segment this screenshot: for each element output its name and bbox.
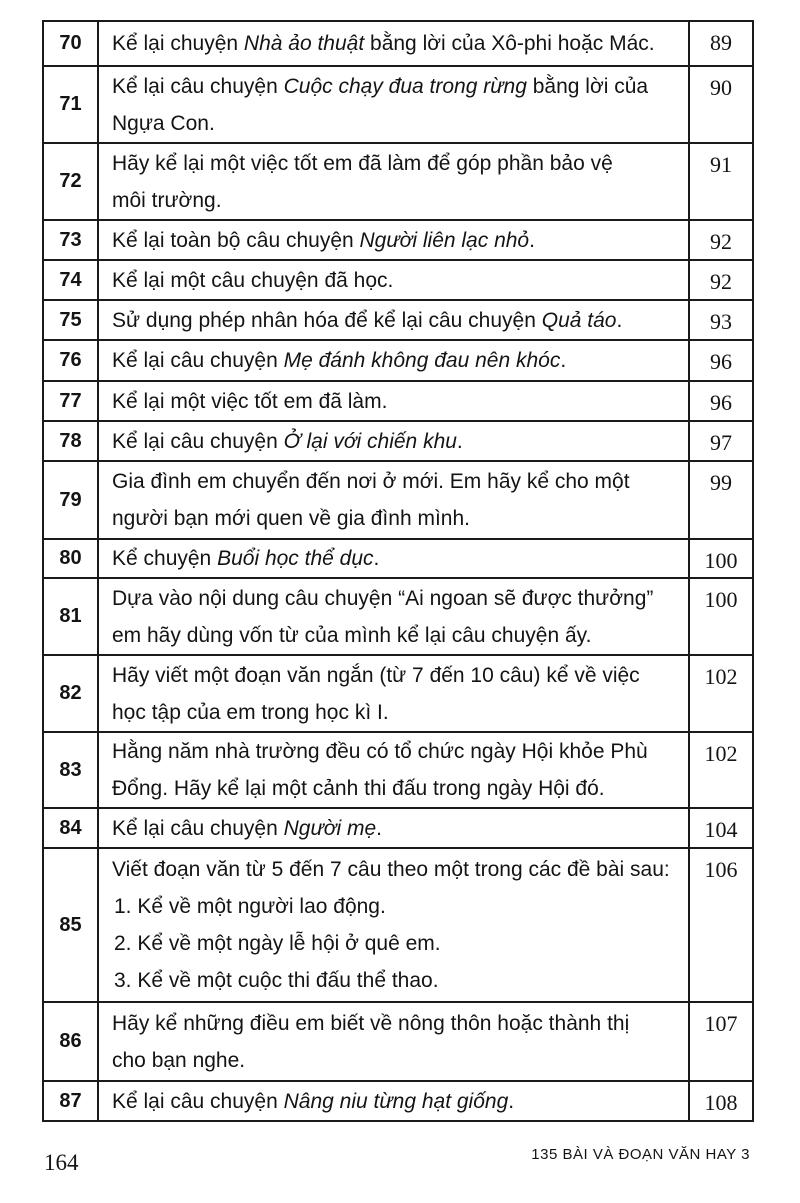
title-segment: Hãy viết một đoạn văn ngắn (từ 7 đến 10 câu) kể về việc bbox=[112, 663, 640, 687]
row-number: 74 bbox=[43, 260, 98, 300]
row-page: 102 bbox=[689, 655, 753, 732]
row-number: 73 bbox=[43, 220, 98, 260]
row-page: 104 bbox=[689, 808, 753, 848]
title-segment: em hãy dùng vốn từ của mình kể lại câu chuyện ấy. bbox=[112, 623, 592, 647]
title-segment: . bbox=[560, 349, 567, 372]
row-page: 106 bbox=[689, 848, 753, 1002]
title-segment: Gia đình em chuyển đến nơi ở mới. Em hãy kể cho một bbox=[112, 470, 630, 493]
row-title bbox=[98, 220, 689, 260]
title-line bbox=[112, 463, 680, 500]
row-title bbox=[98, 461, 689, 539]
row-page: 90 bbox=[689, 66, 753, 143]
title-segment: Đổng. Hãy kể lại một cảnh thi đấu trong ngày Hội đó. bbox=[112, 777, 605, 800]
title-segment: Hãy kể lại một việc tốt em đã làm để góp phần bảo vệ bbox=[112, 151, 613, 175]
table-row bbox=[43, 381, 753, 421]
row-number: 77 bbox=[43, 381, 98, 421]
title-line bbox=[112, 770, 680, 807]
title-segment: . bbox=[508, 1089, 515, 1113]
topic-item: 2. Kể về một ngày lễ hội ở quê em. bbox=[114, 932, 441, 955]
table-row bbox=[43, 848, 753, 1002]
row-page: 102 bbox=[689, 732, 753, 808]
title-segment: Kể lại câu chuyện bbox=[112, 816, 284, 840]
row-number: 72 bbox=[43, 143, 98, 220]
title-line bbox=[112, 25, 680, 62]
topic-item: 3. Kể về một cuộc thi đấu thể thao. bbox=[114, 969, 439, 992]
row-title bbox=[98, 381, 689, 421]
table-row bbox=[43, 66, 753, 143]
row-title bbox=[98, 539, 689, 578]
row-number: 79 bbox=[43, 461, 98, 539]
row-page: 92 bbox=[689, 220, 753, 260]
row-title bbox=[98, 143, 689, 220]
table-row bbox=[43, 578, 753, 655]
row-title bbox=[98, 421, 689, 461]
title-italic-segment: Buổi học thể dục bbox=[217, 547, 374, 570]
title-line bbox=[112, 851, 680, 888]
table-row bbox=[43, 220, 753, 260]
row-title bbox=[98, 340, 689, 381]
title-line bbox=[112, 694, 680, 731]
title-line bbox=[112, 222, 680, 259]
row-number: 70 bbox=[43, 21, 98, 66]
title-line bbox=[112, 423, 680, 460]
title-line bbox=[112, 657, 680, 694]
title-segment: Hãy kể những điều em biết về nông thôn hoặc thành thị bbox=[112, 1011, 630, 1035]
title-segment: Sử dụng phép nhân hóa để kể lại câu chuyện bbox=[112, 308, 542, 332]
title-segment: . bbox=[373, 547, 380, 570]
table-row bbox=[43, 461, 753, 539]
row-page: 100 bbox=[689, 539, 753, 578]
table-row bbox=[43, 340, 753, 381]
row-page: 100 bbox=[689, 578, 753, 655]
table-row bbox=[43, 655, 753, 732]
row-number: 84 bbox=[43, 808, 98, 848]
title-line bbox=[112, 342, 680, 379]
title-segment: bằng lời của Xô-phi hoặc Mác. bbox=[364, 32, 655, 55]
table-row bbox=[43, 808, 753, 848]
row-title bbox=[98, 808, 689, 848]
title-line bbox=[112, 1083, 680, 1120]
title-italic-segment: Cuộc chạy đua trong rừng bbox=[283, 74, 527, 98]
title-segment: Kể lại toàn bộ câu chuyện bbox=[112, 228, 360, 252]
contents-table bbox=[42, 20, 754, 1122]
title-line bbox=[112, 810, 680, 847]
title-line bbox=[112, 262, 680, 299]
row-title bbox=[98, 848, 689, 1002]
title-line bbox=[112, 733, 680, 770]
row-title bbox=[98, 1002, 689, 1081]
row-page: 107 bbox=[689, 1002, 753, 1081]
row-title bbox=[98, 578, 689, 655]
row-number: 75 bbox=[43, 300, 98, 340]
title-italic-segment: Ở lại với chiến khu bbox=[283, 429, 457, 453]
row-number: 81 bbox=[43, 578, 98, 655]
table-row bbox=[43, 732, 753, 808]
title-line bbox=[112, 1005, 680, 1042]
title-segment: Dựa vào nội dung câu chuyện “Ai ngoan sẽ được thưởng” bbox=[112, 586, 654, 610]
table-row bbox=[43, 1081, 753, 1121]
row-page: 108 bbox=[689, 1081, 753, 1121]
title-line bbox=[112, 500, 680, 537]
table-row bbox=[43, 21, 753, 66]
row-page: 96 bbox=[689, 381, 753, 421]
title-italic-segment: Nhà ảo thuật bbox=[243, 32, 365, 55]
title-segment: . bbox=[616, 308, 623, 332]
title-segment: Kể lại câu chuyện bbox=[112, 74, 284, 98]
row-number: 86 bbox=[43, 1002, 98, 1081]
title-segment: Kể lại câu chuyện bbox=[112, 1089, 284, 1113]
row-title bbox=[98, 300, 689, 340]
row-page: 93 bbox=[689, 300, 753, 340]
row-page: 97 bbox=[689, 421, 753, 461]
row-page: 91 bbox=[689, 143, 753, 220]
title-line bbox=[112, 68, 680, 105]
title-segment: người bạn mới quen về gia đình mình. bbox=[112, 507, 470, 530]
row-title bbox=[98, 732, 689, 808]
title-italic-segment: Người mẹ bbox=[283, 816, 377, 840]
title-segment: Kể chuyện bbox=[112, 547, 218, 570]
contents-table-body bbox=[43, 21, 753, 1121]
title-line bbox=[112, 580, 680, 617]
title-segment: bằng lời của bbox=[526, 74, 649, 98]
title-line bbox=[112, 1042, 680, 1079]
row-title bbox=[98, 66, 689, 143]
title-italic-segment: Mẹ đánh không đau nên khóc bbox=[283, 349, 561, 372]
row-page: 92 bbox=[689, 260, 753, 300]
row-title bbox=[98, 655, 689, 732]
row-title bbox=[98, 260, 689, 300]
topic-item: 1. Kể về một người lao động. bbox=[114, 895, 386, 918]
title-italic-segment: Nâng niu từng hạt giống bbox=[283, 1089, 509, 1113]
title-segment: Hằng năm nhà trường đều có tổ chức ngày Hội khỏe Phù bbox=[112, 740, 648, 763]
title-segment: Kể lại chuyện bbox=[112, 32, 244, 55]
table-row bbox=[43, 539, 753, 578]
table-row bbox=[43, 421, 753, 461]
title-line bbox=[112, 302, 680, 339]
title-segment: Viết đoạn văn từ 5 đến 7 câu theo một trong các đề bài sau: bbox=[112, 858, 670, 881]
title-segment: . bbox=[529, 228, 535, 252]
row-number: 78 bbox=[43, 421, 98, 461]
row-number: 71 bbox=[43, 66, 98, 143]
row-page: 89 bbox=[689, 21, 753, 66]
book-title: 135 BÀI VÀ ĐOẠN VĂN HAY 3 bbox=[531, 1146, 750, 1163]
title-segment: Kể lại một việc tốt em đã làm. bbox=[112, 389, 388, 413]
table-row bbox=[43, 143, 753, 220]
title-segment: học tập của em trong học kì I. bbox=[112, 700, 389, 724]
row-number: 87 bbox=[43, 1081, 98, 1121]
title-line bbox=[112, 540, 680, 577]
table-row bbox=[43, 300, 753, 340]
title-segment: Kể lại một câu chuyện đã học. bbox=[112, 268, 394, 292]
row-title bbox=[98, 1081, 689, 1121]
row-number: 82 bbox=[43, 655, 98, 732]
title-segment: Kể lại câu chuyện bbox=[112, 429, 284, 453]
title-italic-segment: Quả táo bbox=[541, 308, 617, 332]
row-title bbox=[98, 21, 689, 66]
row-page: 99 bbox=[689, 461, 753, 539]
title-segment: Ngựa Con. bbox=[112, 111, 215, 135]
title-segment: Kể lại câu chuyện bbox=[112, 349, 284, 372]
row-number: 80 bbox=[43, 539, 98, 578]
table-row bbox=[43, 1002, 753, 1081]
title-line bbox=[112, 383, 680, 420]
row-number: 83 bbox=[43, 732, 98, 808]
title-segment: . bbox=[376, 816, 382, 840]
page-number: 164 bbox=[44, 1150, 79, 1175]
title-line bbox=[112, 617, 680, 654]
row-number: 85 bbox=[43, 848, 98, 1002]
row-page: 96 bbox=[689, 340, 753, 381]
title-segment: . bbox=[456, 429, 463, 453]
title-italic-segment: Người liên lạc nhỏ bbox=[359, 228, 530, 252]
title-segment: môi trường. bbox=[112, 188, 222, 212]
table-row bbox=[43, 260, 753, 300]
title-line bbox=[112, 145, 680, 182]
title-line bbox=[112, 105, 680, 142]
title-line bbox=[112, 182, 680, 219]
row-number: 76 bbox=[43, 340, 98, 381]
title-segment: cho bạn nghe. bbox=[112, 1048, 246, 1072]
